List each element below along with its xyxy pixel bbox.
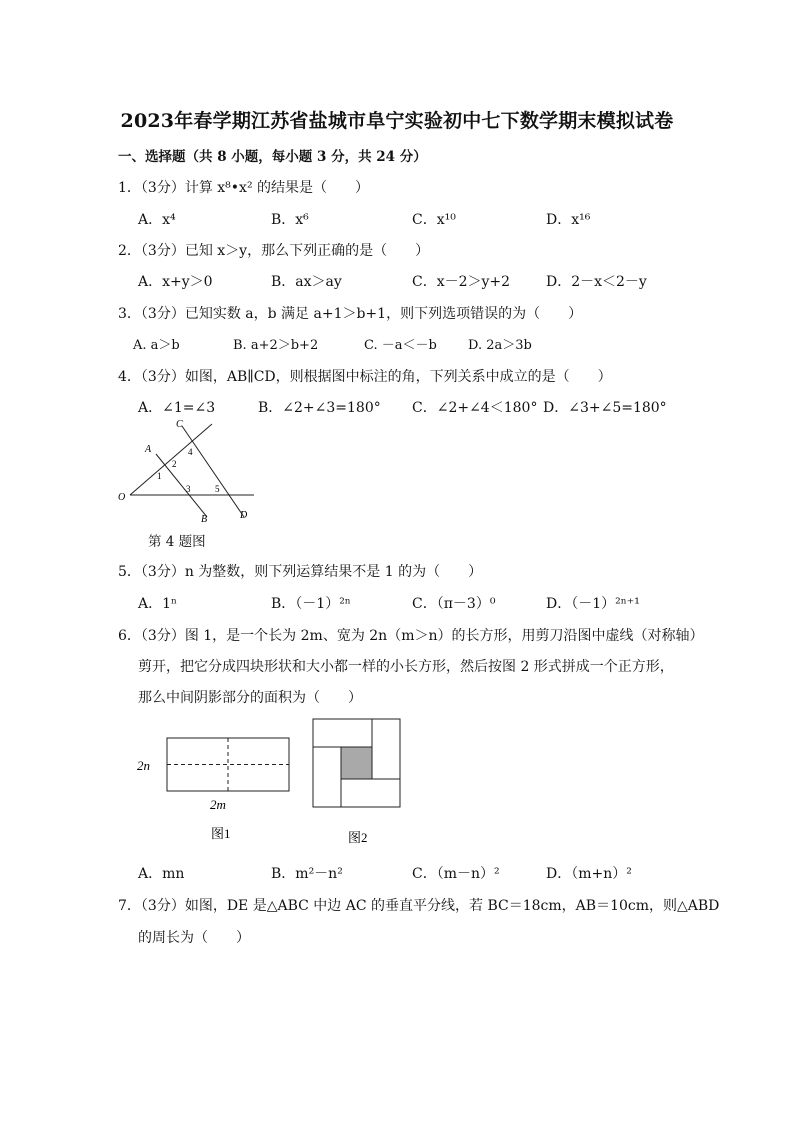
q4-label-c: C [176,419,183,430]
question-6-line-2: 剪开，把它分成四块形状和大小都一样的小长方形，然后按图 2 形式拼成一个正方形， [138,659,674,675]
q3-option-d: D. 2a＞3b [468,338,532,353]
question-text: （3分）已知 x＞y，那么下列正确的是（ ） [140,243,430,259]
q6-option-c: C．（m－n）² [412,866,500,882]
question-number: 4． [118,369,141,385]
q6-fig2-caption: 图2 [348,830,368,845]
question-text: （3分）计算 x⁸•x² 的结果是（ ） [140,180,370,196]
q6-fig2-shaded-square [341,747,372,779]
q6-option-a: A．mn [138,866,185,882]
q4-line-oc [130,424,212,495]
question-number: 6． [118,628,141,644]
question-number: 1． [118,180,141,196]
q3-option-a: A. a＞b [133,338,180,353]
q4-figure [112,414,262,529]
q1-option-c: C．x¹⁰ [412,212,456,228]
question-6-line-3: 那么中间阴影部分的面积为（ ） [138,690,362,706]
q1-option-d: D．x¹⁶ [546,212,591,228]
q1-option-a: A．x⁴ [138,212,176,228]
question-5 [118,561,482,581]
q6-fig1-caption: 图1 [211,826,231,841]
question-number: 3． [118,306,141,322]
question-7 [118,895,719,915]
q4-label-d: D [240,510,248,521]
question-number: 7． [118,898,141,914]
q4-option-a: A．∠1=∠3 [138,400,216,416]
question-text: （3分）已知实数 a，b 满足 a+1＞b+1，则下列选项错误的为（ ） [140,306,583,322]
q4-label-b: B [201,514,208,525]
q6-figure-2 [310,716,406,850]
q3-option-b: B. a+2＞b+2 [233,338,319,353]
q2-option-a: A．x+y＞0 [138,274,213,290]
q1-option-b: B．x⁶ [271,212,309,228]
q6-fig1-side-label: 2n [137,758,150,773]
question-text-line-1: （3分）如图，DE 是△ABC 中边 AC 的垂直平分线，若 BC＝18cm，AB＝10cm，则△ABD [140,898,720,914]
question-6 [118,625,703,645]
question-number: 2． [118,243,141,259]
question-1 [118,177,369,197]
q4-option-d: D．∠3+∠5=180° [543,400,667,416]
q4-option-b: B．∠2+∠3=180° [258,400,381,416]
q4-figure-caption: 第 4 题图 [148,534,206,550]
q4-label-1: 1 [157,471,162,481]
q4-label-4: 4 [188,447,193,457]
q6-option-d: D．（m+n）² [546,866,632,882]
q6-option-b: B．m²－n² [271,866,343,882]
section-heading: 一、选择题（共 8 小题，每小题 3 分，共 24 分） [118,149,427,165]
q5-option-a: A．1ⁿ [138,596,178,612]
q5-option-c: C．（π－3）⁰ [412,596,496,612]
q4-label-a: A [145,444,152,455]
q2-option-c: C．x－2＞y+2 [412,274,511,290]
q3-option-c: C. －a＜－b [364,338,437,353]
question-2 [118,240,429,260]
q6-figure-1 [134,732,294,846]
question-7-line-2: 的周长为（ ） [138,930,250,946]
question-4 [118,366,612,386]
page-title: 2023年春学期江苏省盐城市阜宁实验初中七下数学期末模拟试卷 [120,110,674,132]
q2-option-b: B．ax＞ay [271,274,342,290]
question-text: （3分）如图，AB∥CD，则根据图中标注的角，下列关系中成立的是（ ） [140,369,612,385]
question-text: （3分）n 为整数，则下列运算结果不是 1 的为（ ） [140,564,483,580]
q4-label-3: 3 [186,484,191,494]
q2-option-d: D．2－x＜2－y [546,274,647,290]
question-number: 5． [118,564,141,580]
q5-option-d: D．（－1）²ⁿ⁺¹ [546,596,640,612]
q4-label-2: 2 [172,459,177,469]
q6-fig1-bottom-label: 2m [210,797,226,812]
q4-line-cd [182,426,244,517]
q4-option-c: C．∠2+∠4＜180° [412,400,538,416]
q4-label-o: O [118,492,126,503]
question-3 [118,303,582,323]
q4-line-ab [156,454,207,517]
q5-option-b: B．（－1）²ⁿ [271,596,351,612]
question-text-line-1: （3分）图 1，是一个长为 2m、宽为 2n（m＞n）的长方形，用剪刀沿图中虚线（对称轴） [140,628,704,644]
q4-label-5: 5 [215,484,220,494]
